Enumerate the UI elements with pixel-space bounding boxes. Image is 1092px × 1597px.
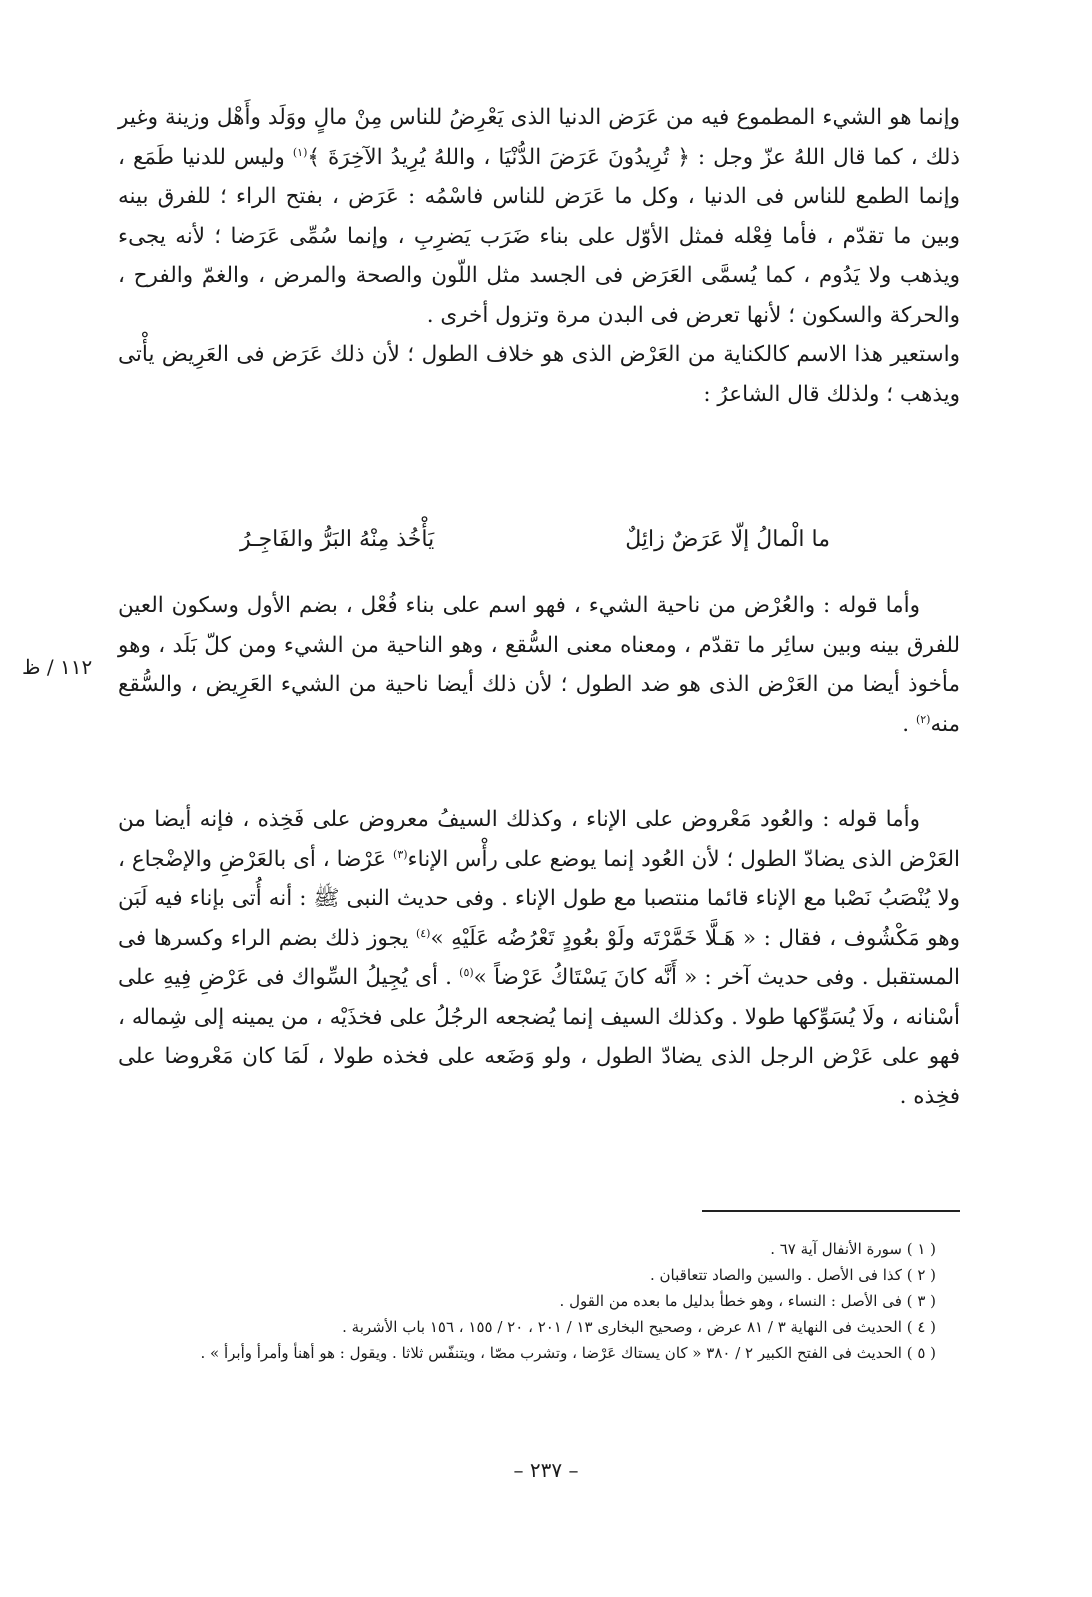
folio-margin-note: ١١٢ / ظ xyxy=(22,655,93,679)
footnote-1: ( ١ ) سورة الأنفال آية ٦٧ . xyxy=(770,1240,936,1258)
main-text-section-1 xyxy=(118,98,960,414)
main-text-section-2 xyxy=(118,586,960,744)
footnote-ref-1: (١) xyxy=(292,145,308,159)
poetry-verse xyxy=(240,520,830,560)
footnote-separator xyxy=(702,1210,960,1212)
page-number: – ٢٣٧ – xyxy=(513,1458,579,1482)
paragraph-2: واستعير هذا الاسم كالكناية من العَرْض الذى هو خلاف الطول ؛ لأن ذلك عَرَض فى العَرِيض يأْتى ويذهب ؛ ولذلك قال الشاعرُ : xyxy=(118,342,960,407)
footnote-ref-5: (٥) xyxy=(459,965,474,979)
footnote-2: ( ٢ ) كذا فى الأصل . والسين والصاد تتعاقبان . xyxy=(650,1266,936,1284)
footnote-5: ( ٥ ) الحديث فى الفتح الكبير ٢ / ٣٨٠ « كان يستاك عَرْضا ، وتشرب مصّا ، ويتنفّس ثلاثا . ويقول : هو أهنأ وأمرأ وأبرأ » . xyxy=(200,1344,936,1362)
paragraph-1: وإنما هو الشيء المطموع فيه من عَرَض الدنيا الذى يَعْرِضُ للناس مِنْ مالٍ ووَلَد وأَهْل وزينة وغير ذلك ، كما قال اللهُ عزّ وجل : ﴿ تُرِيدُونَ عَرَضَ الدُّنْيَا ، واللهُ يُرِيدُ الآخِرَةَ ﴾$^{(١)}$ وليس للدنيا طَمَع ، وإنما الطمع للناس فى الدنيا ، وكل ما عَرَض للناس فاسْمُه : عَرَض ، بفتح الراء ؛ للفرق بينه وبين ما تقدّم ، فأما فِعْله فمثل الأوّل على بناء ضَرَب يَضرِبِ ، وإنما سُمِّى عَرَضا ؛ لأنه يجىء ويذهب ولا يَدُوم ، كما يُسمَّى العَرَض فى الجسد مثل اللّون والصحة والمرض ، والغمّ والفرح ، والحركة والسكون ؛ لأنها تعرض فى البدن مرة وتزول أخرى . xyxy=(118,105,961,328)
paragraph-3: وأما قوله : والعُرْض من ناحية الشيء ، فهو اسم على بناء فُعْل ، بضم الأول وسكون العين للفرق بينه وبين سائِر ما تقدّم ، ومعناه معنى السُّقع ، وهو الناحية من الشيء ومن كلّ بَلَد ، وهو مأخوذ أيضا من العَرْض الذى هو ضد الطول ؛ لأن ذلك أيضا ناحية من الشيء العَرِيض ، والسُّقع منه$^{(٢)}$ . xyxy=(118,593,960,737)
footnote-ref-2: (٢) xyxy=(915,712,931,726)
footnote-3: ( ٣ ) فى الأصل : النساء ، وهو خطأ بدليل ما بعده من القول . xyxy=(559,1292,936,1310)
footnote-4: ( ٤ ) الحديث فى النهاية ٣ / ٨١ عرض ، وصحيح البخارى ١٣ / ٢٠١ ، ٢٠ / ١٥٥ ، ١٥٦ باب الأشربة . xyxy=(342,1318,936,1336)
footnote-ref-3: (٣) xyxy=(393,847,408,861)
verse-hemistich-left: يَأْخُذ مِنْهُ البَرُّ والفَاجِـرُ xyxy=(240,527,435,552)
footnotes xyxy=(128,1236,936,1366)
verse-hemistich-right: ما الْمالُ إلّا عَرَضٌ زائِلٌ xyxy=(625,527,830,552)
footnote-ref-4: (٤) xyxy=(415,926,431,940)
paragraph-4: وأما قوله : والعُود مَعْروض على الإناء ، وكذلك السيفُ معروض على فَخِذه ، فإنه أيضا من العَرْض الذى يضادّ الطول ؛ لأن العُود إنما يوضع على رأْس الإناء$^{(٣)}$ عَرْضا ، أى بالعَرْضِ والإضْجاع ، ولا يُنْصَبُ نَصْبا مع الإناء قائما منتصبا مع طول الإناء . وفى حديث النبى ﷺ : أنه أُتى بإناء فيه لَبَن وهو مَكْشُوف ، فقال : « هَـلَّا خَمَّرْتَه ولَوْ بعُودٍ تَعْرُضُه عَلَيْهِ »$^{(٤)}$ يجوز ذلك بضم الراء وكسرها فى المستقبل . وفى حديث آخر : « أَنَّه كانَ يَسْتَاكُ عَرْضاً »$^{(٥)}$ . أى يُجِيلُ السِّواك فى عَرْضِ فِيهِ على أسْنانه ، ولَا يُسَوِّكها طولا . وكذلك السيف إنما يُضجعه الرجُلُ على فخذَيْه ، من يمينه إلى شِماله ، فهو على عَرْض الرجل الذى يضادّ الطول ، ولو وَضَعه على فخذه طولا ، لَمَا كان مَعْروضا على فخِذه . xyxy=(118,807,961,1109)
main-text-section-3 xyxy=(118,800,960,1116)
